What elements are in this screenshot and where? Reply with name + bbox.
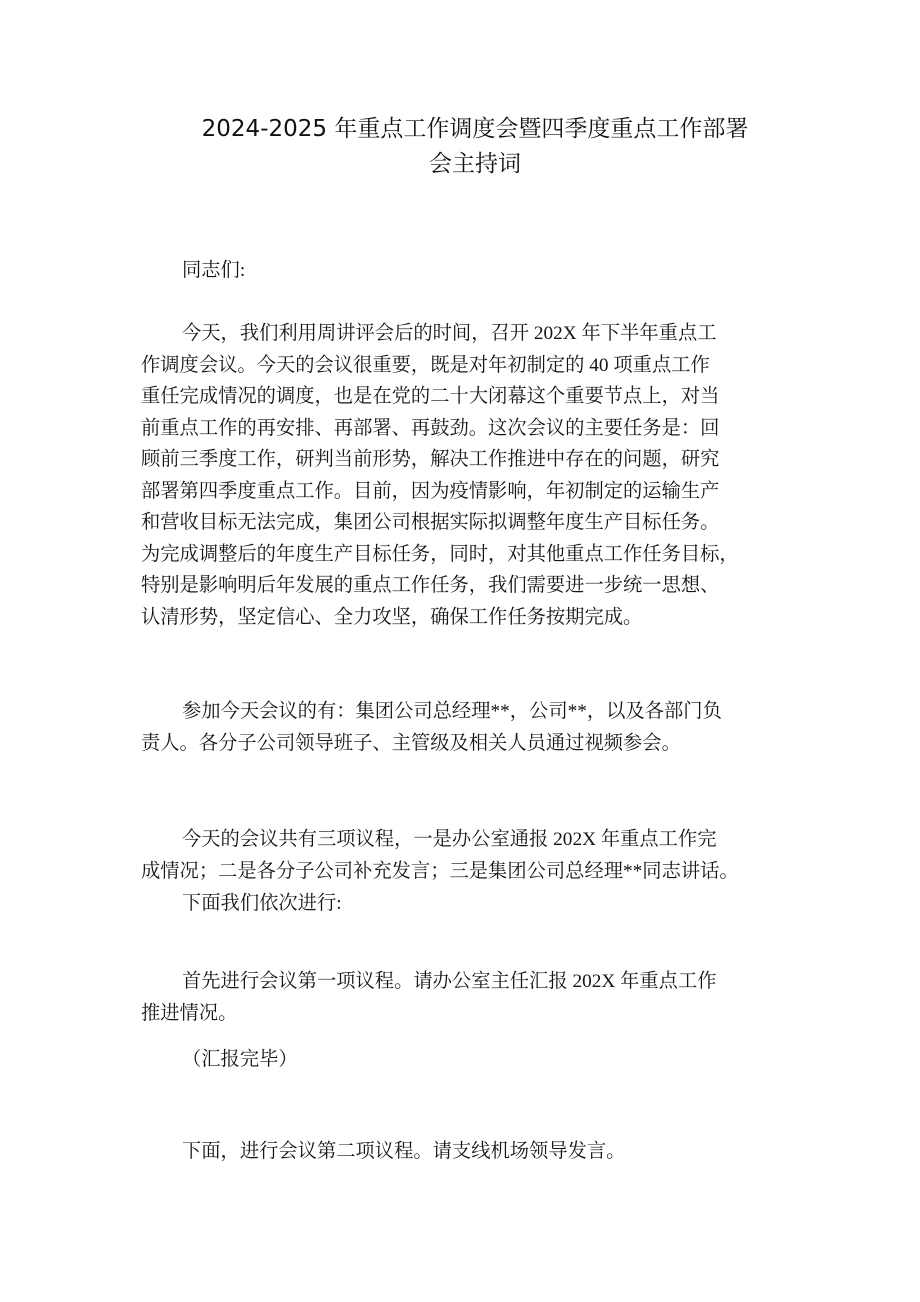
intro-line: 顾前三季度工作，研判当前形势，解决工作推进中存在的问题，研究 (141, 449, 720, 470)
second-item-paragraph: 下面，进行会议第二项议程。请支线机场领导发言。 (182, 1141, 626, 1162)
attendees-line: 责人。各分子公司领导班子、主管级及相关人员通过视频参会。 (141, 732, 681, 754)
intro-line: 作调度会议。今天的会议很重要，既是对年初制定的 40 项重点工作 (141, 354, 710, 376)
agenda-line: 今天的会议共有三项议程，一是办公室通报 202X 年重点工作完 (182, 829, 717, 850)
intro-line: 认清形势，坚定信心、全力攻坚，确保工作任务按期完成。 (141, 606, 643, 628)
agenda-paragraph (141, 824, 795, 887)
document-title (160, 112, 790, 182)
first-item-line: 首先进行会议第一项议程。请办公室主任汇报 202X 年重点工作 (182, 971, 717, 992)
agenda-line: 成情况；二是各分子公司补充发言；三是集团公司总经理**同志讲话。 (141, 860, 739, 882)
proceed-paragraph: 下面我们依次进行: (182, 893, 342, 914)
intro-line: 为完成调整后的年度生产目标任务，同时，对其他重点工作任务目标， (141, 543, 739, 565)
intro-line: 重任完成情况的调度，也是在党的二十大闭幕这个重要节点上，对当 (141, 386, 720, 407)
title-line-2: 会主持词 (429, 151, 521, 177)
salutation: 同志们: (182, 260, 246, 281)
intro-line: 和营收目标无法完成，集团公司根据实际拟调整年度生产目标任务。 (141, 512, 720, 533)
first-item-line: 推进情况。 (141, 1002, 238, 1024)
first-item-paragraph (141, 966, 795, 1029)
intro-line: 前重点工作的再安排、再部署、再鼓劲。这次会议的主要任务是：回 (141, 417, 720, 439)
intro-line: 今天，我们利用周讲评会后的时间，召开 202X 年下半年重点工 (182, 323, 717, 344)
intro-paragraph (141, 318, 795, 633)
intro-line: 部署第四季度重点工作。目前，因为疫情影响，年初制定的运输生产 (141, 480, 720, 502)
attendees-paragraph (141, 696, 795, 759)
attendees-line: 参加今天会议的有：集团公司总经理**，公司**，以及各部门负 (182, 701, 722, 722)
report-done-paragraph: （汇报完毕） (182, 1049, 298, 1070)
title-line-1: 2024-2025 年重点工作调度会暨四季度重点工作部署 (201, 116, 749, 142)
intro-line: 特别是影响明后年发展的重点工作任务，我们需要进一步统一思想、 (141, 575, 720, 596)
